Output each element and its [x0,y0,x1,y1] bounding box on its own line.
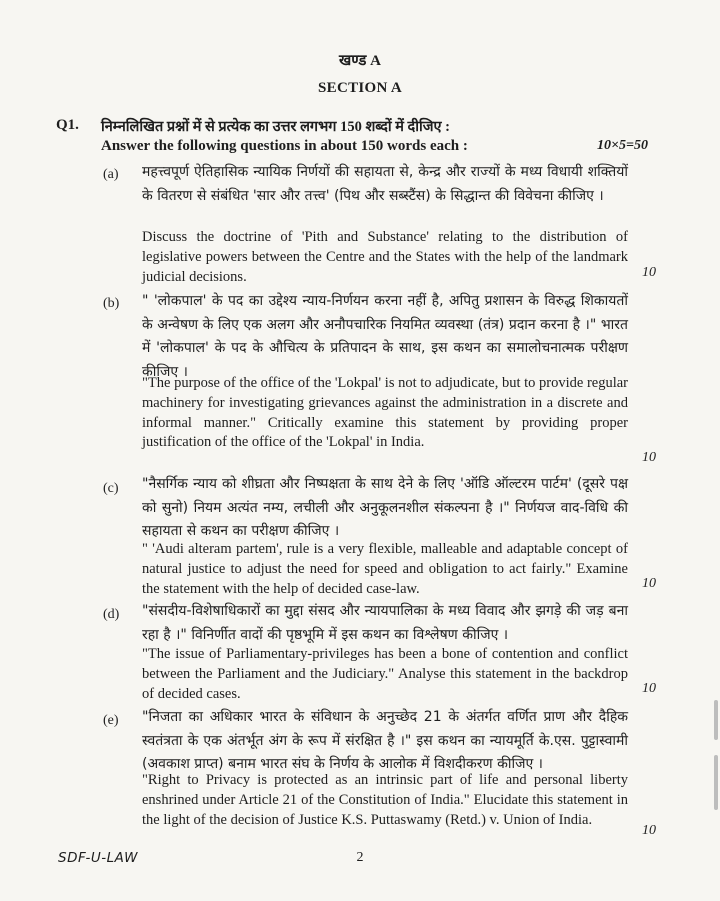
part-marks: 10 [642,576,656,591]
paper-code: SDF-U-LAW [58,850,138,866]
question-instruction: Answer the following questions in about 150 words each : [101,138,468,154]
part-marks: 10 [642,450,656,465]
question-instruction-hindi: निम्नलिखित प्रश्नों में से प्रत्येक का उत्तर लगभग 150 शब्दों में दीजिए : [101,119,450,135]
scan-edge-shadow [714,755,718,810]
part-label: (b) [103,296,120,311]
question-number: Q1. [56,117,79,133]
page-number: 2 [356,850,364,865]
part-text-english: "The purpose of the office of the 'Lokpal' is not to adjudicate, but to provide regular machinery for investigating grievances against the administration in a discrete and informal manner." Critically examine this statement by providing proper justification of the office of the 'Lokpal' in India. [142,375,629,451]
part-text-hindi: "नैसर्गिक न्याय को शीघ्रता और निष्पक्षता के साथ देने के लिए 'ऑडि ऑल्टरम पार्टम' (दूसरे पक्ष को सुनो) नियम अत्यंत नम्य, लचीली और अनुकूलनशील संकल्पना है ।" निर्णयज वाद-विधि की सहायता से कथन का परीक्षण कीजिए । [142,476,628,539]
total-marks: 10×5=50 [597,138,648,153]
part-text-english: Discuss the doctrine of 'Pith and Substance' relating to the distribution of legislative powers between the Centre and the States with the help of the landmark judicial decisions. [142,229,628,285]
part-marks: 10 [642,681,656,696]
part-text-hindi: "संसदीय-विशेषाधिकारों का मुद्दा संसद और न्यायपालिका के मध्य विवाद और झगड़े की जड़ बना रहा है ।" विनिर्णीत वादों की पृष्ठभूमि में इस कथन का विश्लेषण कीजिए । [142,603,628,643]
part-text-hindi: "निजता का अधिकार भारत के संविधान के अनुच्छेद 21 के अंतर्गत वर्णित प्राण और दैहिक स्वतंत्रता के एक अंतर्भूत अंग के रूप में संरक्षित है ।" इस कथन का न्यायमूर्ति के.एस. पुट्टास्वामी (अवकाश प्राप्त) बनाम भारत संघ के निर्णय के आलोक में विशदीकरण कीजिए । [142,709,628,772]
part-text-english: "The issue of Parliamentary-privileges has been a bone of contention and conflict between the Parliament and the Judiciary." Analyse this statement in the backdrop of decided cases. [142,646,628,702]
part-text-english: " 'Audi alteram partem', rule is a very flexible, malleable and adaptable concept of natural justice to adjust the need for speed and obligation to act fairly." Examine the statement with the help of decided case-law. [142,541,628,597]
scan-edge-shadow [714,700,718,740]
part-label: (a) [103,167,119,182]
part-text-hindi: " 'लोकपाल' के पद का उद्देश्य न्याय-निर्णयन करना नहीं है, अपितु प्रशासन के विरुद्ध शिकायतों के अन्वेषण के लिए एक अलग और अनौपचारिक नियमित व्यवस्था (तंत्र) प्रदान करना है ।" भारत में 'लोकपाल' के पद के औचित्य के प्रतिपादन के साथ, इस कथन का समालोचनात्मक परीक्षण कीजिए । [142,293,628,380]
part-marks: 10 [642,265,656,280]
part-label: (e) [103,713,119,728]
part-label: (d) [103,607,120,622]
part-text-english: "Right to Privacy is protected as an intrinsic part of life and personal liberty enshrined under Article 21 of the Constitution of India." Elucidate this statement in the light of the decision of Justice K.S. Puttaswamy (Retd.) v. Union of India. [142,772,628,828]
part-text-hindi: महत्त्वपूर्ण ऐतिहासिक न्यायिक निर्णयों की सहायता से, केन्द्र और राज्यों के मध्य विधायी शक्तियों के वितरण से संबंधित 'सार और तत्त्व' (पिथ और सब्स्टैंस) के सिद्धान्त की विवेचना कीजिए । [142,164,628,204]
section-heading: SECTION A [318,80,402,96]
part-label: (c) [103,481,119,496]
part-marks: 10 [642,823,656,838]
section-heading-hindi: खण्ड A [338,53,381,69]
